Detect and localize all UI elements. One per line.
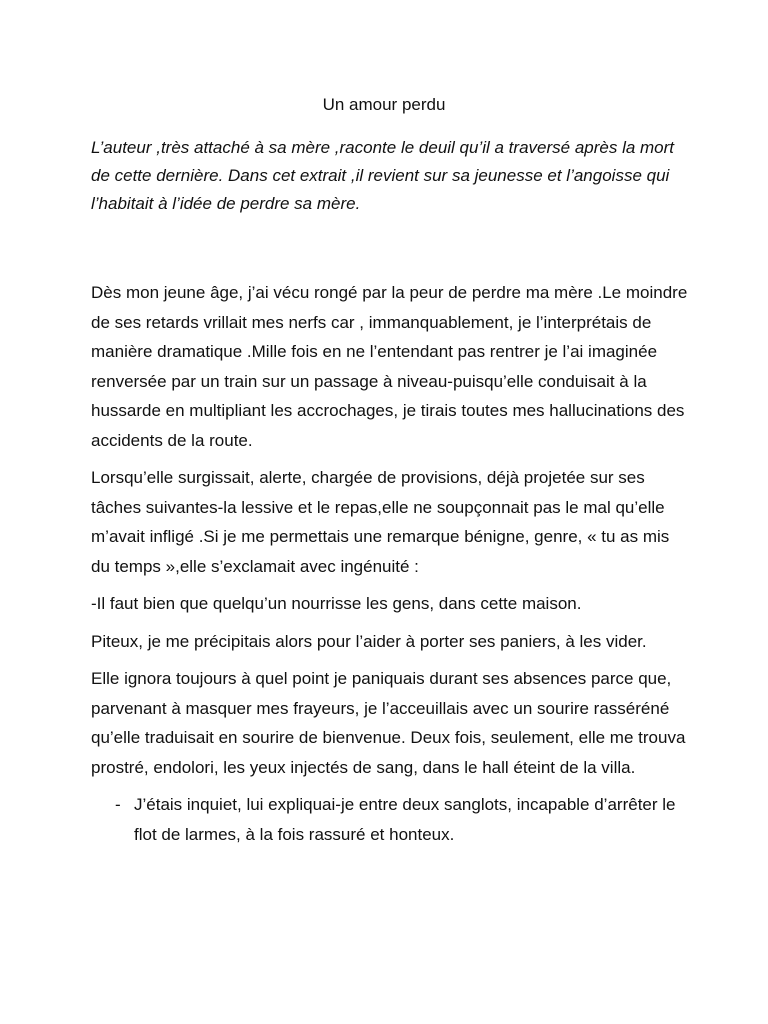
dialogue-dash: -	[115, 795, 121, 814]
paragraph-3: -Il faut bien que quelqu’un nourrisse les gens, dans cette maison.	[91, 594, 582, 613]
paragraph-1: Dès mon jeune âge, j’ai vécu rongé par la peur de perdre ma mère .Le moindre de ses retards vrillait mes nerfs car , immanquablement, je l’interprétais de manière dramatique .Mille fois en ne l’entendant pas rentrer je l’ai imaginée renversée par un train sur un passage à niveau-puisqu’elle conduisait à la hussarde en multipliant les accrochages, je tirais toutes mes hallucinations des accidents de la route.	[91, 283, 688, 450]
paragraph-4: Piteux, je me précipitais alors pour l’aider à porter ses paniers, à les vider.	[91, 631, 647, 651]
intro-paragraph: L’auteur ,très attaché à sa mère ,raconte le deuil qu’il a traversé après la mort de cette dernière. Dans cet extrait ,il revient sur sa jeunesse et l’angoisse qui l’habitait à l’idée de perdre sa mère.	[91, 138, 675, 213]
paragraph-5: Elle ignora toujours à quel point je paniquais durant ses absences parce que, parvenant à masquer mes frayeurs, je l’acceuillais avec un sourire rasséréné qu’elle traduisait en sourire de bienvenue. Deux fois, seulement, elle me trouva prostré, endolori, les yeux injectés de sang, dans le hall éteint de la villa.	[91, 669, 686, 777]
dialogue-list	[91, 790, 691, 849]
dialogue-item	[91, 790, 691, 849]
document-title: Un amour perdu	[322, 95, 446, 114]
body-text	[91, 278, 691, 849]
paragraph-2: Lorsqu’elle surgissait, alerte, chargée de provisions, déjà projetée sur ses tâches suivantes-la lessive et le repas,elle ne soupçonnait pas le mal qu’elle m’avait infligé .Si je me permettais une remarque bénigne, genre, « tu as mis du temps »,elle s’exclamait avec ingénuité :	[91, 468, 670, 576]
dialogue-text: J’étais inquiet, lui expliquai-je entre deux sanglots, incapable d’arrêter le flot de larmes, à la fois rassuré et honteux.	[134, 795, 676, 844]
